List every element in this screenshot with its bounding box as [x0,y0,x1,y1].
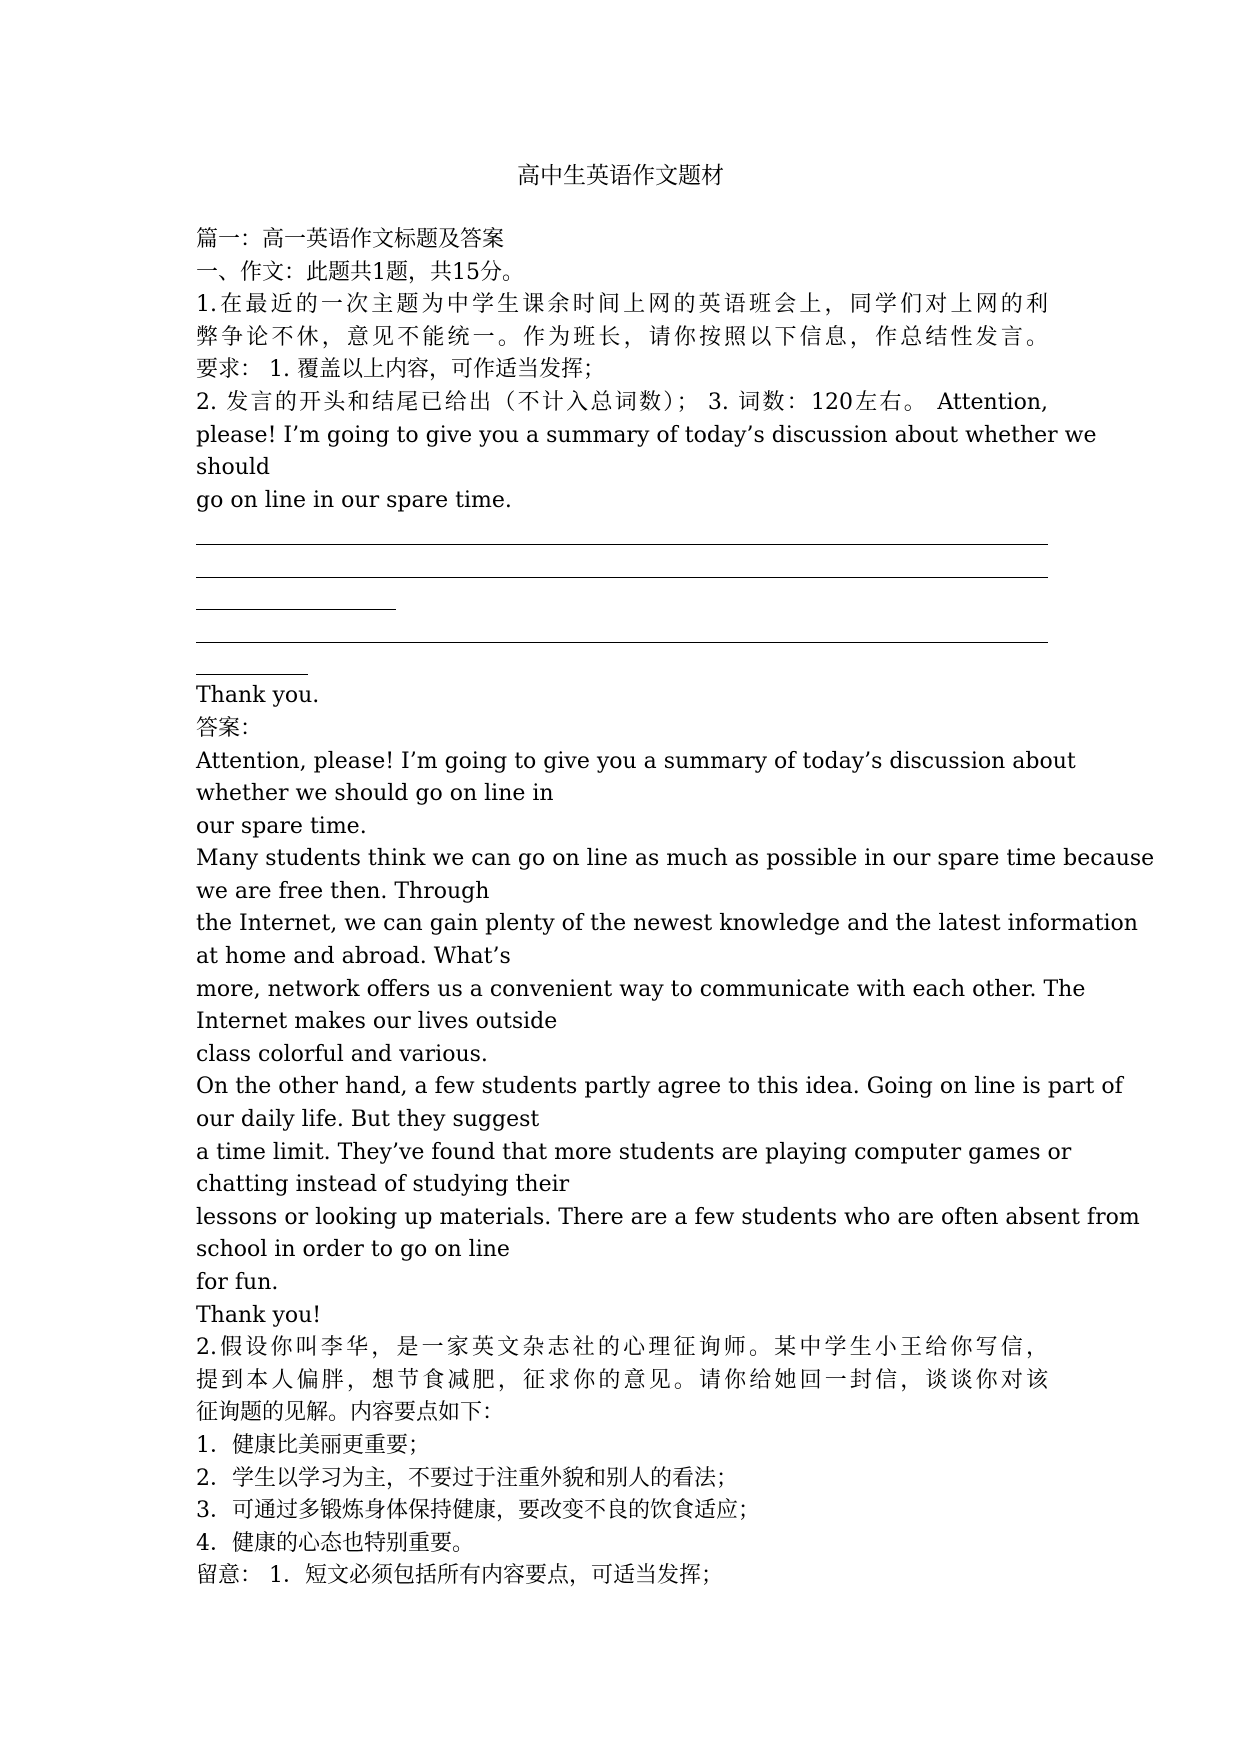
text-line: the Internet, we can gain plenty of the newest knowledge and the latest information [196,911,1138,937]
text-line: 提到本人偏胖，想节食减肥，征求你的意见。请你给她回一封信，谈谈你对该 [196,1367,1048,1393]
text-line: 2.假设你叫李华，是一家英文杂志社的心理征询师。某中学生小王给你写信， [196,1335,1048,1361]
document-body [196,224,1155,1593]
text-line: 篇一：高一英语作文标题及答案 [196,227,505,252]
text-line: Internet makes our lives outside [196,1009,558,1035]
text-line: for fun. [196,1270,279,1295]
answer-blank-line [196,615,1048,648]
text-line: 4．健康的心态也特别重要。 [196,1530,474,1556]
text-line: Thank you! [196,1302,322,1328]
text-line: whether we should go on line in [196,781,554,807]
text-line: Attention, please! I’m going to give you a summary of today’s discussion about [196,748,1076,774]
document-title: 高中生英语作文题材 [517,163,724,189]
text-line: our spare time. [196,813,367,839]
text-line: we are free then. Through [196,878,490,904]
text-line: 征询题的见解。内容要点如下： [196,1400,505,1426]
text-line: 3．可通过多锻炼身体保持健康，要改变不良的饮食适应； [196,1498,760,1524]
text-line: Many students think we can go on line as much as possible in our spare time because [196,846,1155,872]
text-line: more, network offers us a convenient way to communicate with each other. The [196,976,1086,1002]
text-line: our daily life. But they suggest [196,1107,540,1133]
text-line: a time limit. They’ve found that more students are playing computer games or [196,1139,1072,1165]
answer-blank-line [196,583,1048,616]
text-line: 要求： 1. 覆盖以上内容，可作适当发挥； [196,357,605,383]
text-line: 一、作文：此题共1题，共15分。 [196,259,524,285]
text-line: class colorful and various. [196,1041,488,1067]
text-line: 弊争论不休，意见不能统一。作为班长，请你按照以下信息，作总结性发言。 [196,324,1048,350]
text-line: 2. 发言的开头和结尾已给出（不计入总词数）； 3. 词数：120左右。 Attention, [196,389,1048,415]
answer-blank-line [196,517,1048,550]
text-line: Thank you. [196,683,320,709]
text-line: 答案： [196,715,263,741]
text-line: 2．学生以学习为主，不要过于注重外貌和别人的看法； [196,1465,738,1491]
text-line: should [196,455,270,481]
text-line: chatting instead of studying their [196,1172,570,1198]
text-line: 留意： 1．短文必须包括所有内容要点，可适当发挥； [196,1563,723,1589]
text-line: 1.在最近的一次主题为中学生课余时间上网的英语班会上，同学们对上网的利 [196,292,1048,318]
text-line: go on line in our spare time. [196,487,512,513]
text-line: 1．健康比美丽更重要； [196,1432,430,1458]
text-line: On the other hand, a few students partly agree to this idea. Going on line is part of [196,1074,1123,1100]
answer-blank-line [196,648,1048,681]
text-line: at home and abroad. What’s [196,944,511,970]
text-line: school in order to go on line [196,1237,510,1263]
text-line: lessons or looking up materials. There are a few students who are often absent from [196,1204,1140,1230]
answer-blank-line [196,550,1048,583]
text-line: please! I’m going to give you a summary of today’s discussion about whether we [196,422,1097,448]
